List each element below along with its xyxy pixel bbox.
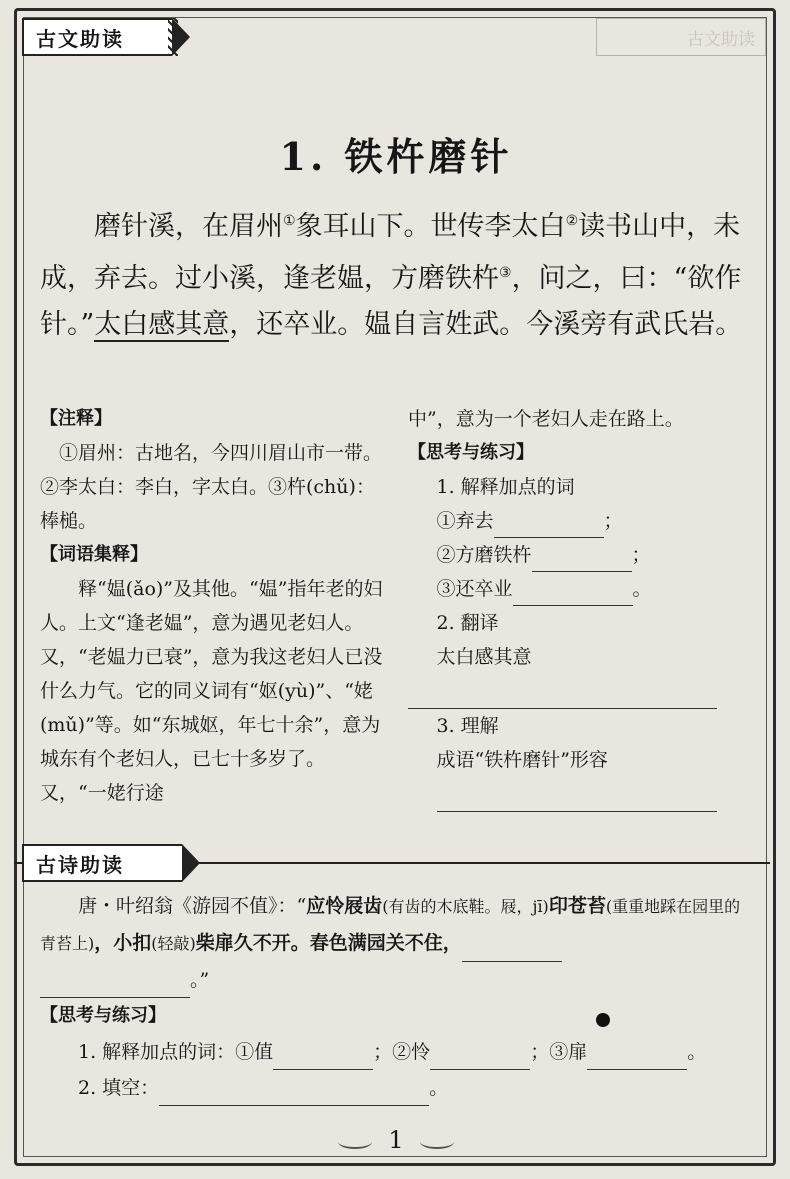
story-part: ，问之，曰：“欲作针。” — [40, 263, 742, 340]
header-right-label: 古文助读 — [596, 18, 766, 56]
section-tab-guwen: 古文助读 — [22, 18, 172, 56]
story-part: 读书山中，未成，弃去。过小溪，逢老媪，方磨铁杵 — [40, 211, 741, 294]
exercise-q2a: 太白感其意 — [436, 646, 532, 668]
poem-q2: 2. 填空： 。 — [40, 1070, 752, 1106]
answer-blank[interactable] — [513, 584, 633, 606]
story-text — [40, 198, 750, 348]
exercise-heading: 【思考与练习】 — [408, 442, 534, 463]
answer-blank[interactable] — [40, 976, 190, 998]
exercise-q3: 3. 理解 — [436, 715, 499, 737]
footnote-marker: ② — [565, 213, 579, 229]
poem-q1: 1. 解释加点的词：①值 ；②怜 ；③扉 。 — [40, 1034, 752, 1070]
notes-text: ①眉州：古地名，今四川眉山市一带。②李太白：李白，字太白。③杵(chǔ)：棒槌。 — [40, 442, 383, 532]
answer-line[interactable] — [437, 777, 717, 812]
page — [14, 8, 778, 1168]
answer-line[interactable] — [408, 674, 717, 709]
words-heading: 【词语集释】 — [40, 544, 148, 565]
answer-blank[interactable] — [587, 1048, 687, 1070]
poem-text: 唐・叶绍翁《游园不值》：“应怜屐齿(有齿的木底鞋。屐，jī)印苍苔(重重地踩在园里的青苔上)，小扣(轻敲)柴扉久不开。春色满园关不住， — [40, 888, 752, 962]
ornament-icon — [338, 1135, 372, 1149]
answer-blank[interactable] — [273, 1048, 373, 1070]
answer-blank[interactable] — [159, 1084, 429, 1106]
underlined-phrase: 太白感其意 — [94, 309, 230, 340]
exercise-q3a: 成语“铁杵磨针”形容 — [436, 749, 608, 771]
footnote-marker: ③ — [499, 265, 512, 281]
exercise-q1b: ②方磨铁杵 ； — [408, 538, 748, 572]
page-title: 1. 铁杵磨针 — [279, 134, 513, 179]
poem-exercise-heading: 【思考与练习】 — [40, 1005, 166, 1026]
answer-blank[interactable] — [494, 516, 604, 538]
page-number: 1 — [14, 1126, 778, 1154]
words-continued: 中”，意为一个老妇人走在路上。 — [408, 408, 684, 430]
exercise-q1: 1. 解释加点的词 — [436, 476, 575, 498]
ink-dot — [596, 1013, 610, 1027]
answer-blank[interactable] — [430, 1048, 530, 1070]
notes-heading: 【注释】 — [40, 408, 112, 429]
exercise-q1a: ①弃去 ； — [408, 504, 748, 538]
left-column — [40, 402, 390, 810]
exercise-q1c: ③还卒业 。 — [408, 572, 748, 606]
ornament-icon — [420, 1135, 454, 1149]
answer-blank[interactable] — [462, 940, 562, 962]
story-part: 象耳山下。世传李太白 — [295, 211, 566, 242]
story-part: ，还卒业。媪自言姓武。今溪旁有武氏岩。 — [229, 309, 743, 340]
section-tab-gushi: 古诗助读 — [22, 844, 182, 882]
footnote-marker: ① — [283, 213, 296, 229]
words-text: 释“媪(ǎo)”及其他。“媪”指年老的妇人。上文“逢老媪”，意为遇见老妇人。又，“老媪力已衰”，意为我这老妇人已没什么力气。它的同义词有“妪(yù)”、“姥(mǔ)”等。如“东城妪，年七十余”，意为城东有个老妇人，已七十多岁了。又，“一姥行途 — [40, 578, 383, 804]
story-part: 磨针溪，在眉州 — [94, 211, 283, 242]
poem-section — [40, 888, 752, 1106]
poem-text-end: 。” — [40, 962, 752, 998]
tab-stripe — [168, 18, 178, 56]
exercise-q2: 2. 翻译 — [436, 612, 499, 634]
right-column — [408, 402, 748, 812]
answer-blank[interactable] — [532, 550, 632, 572]
